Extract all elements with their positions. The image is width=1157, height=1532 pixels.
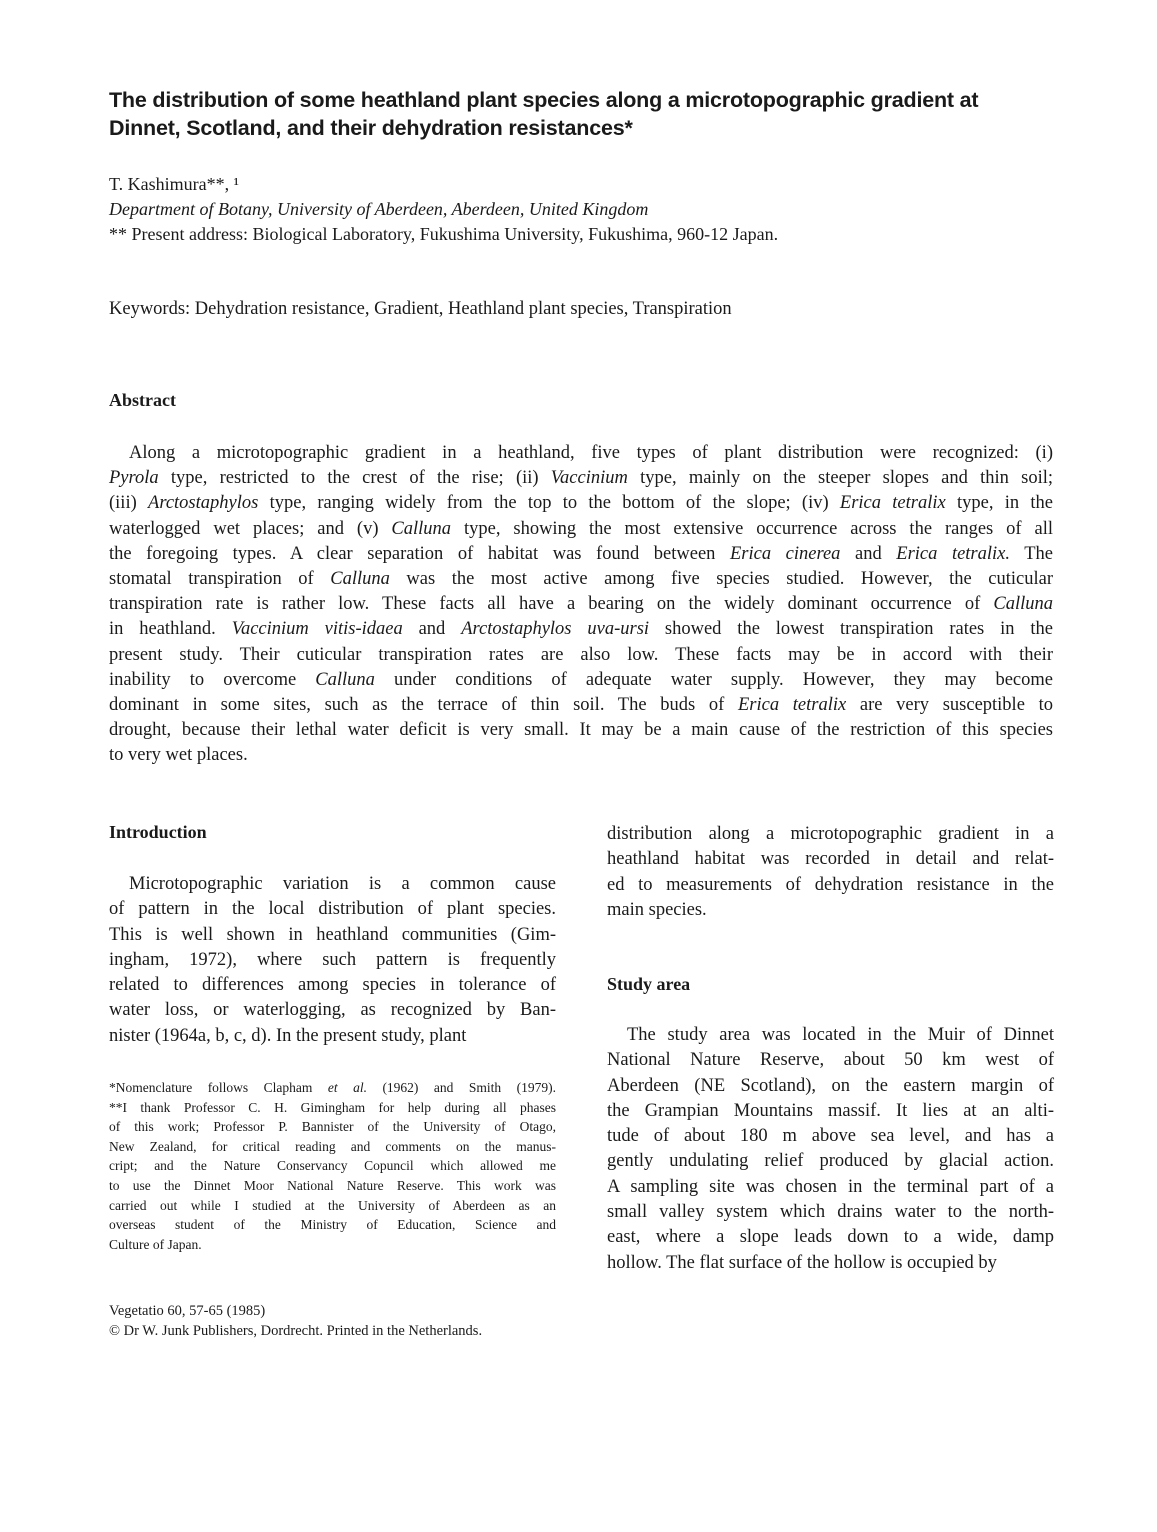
citation — [109, 1302, 482, 1341]
text-line — [109, 693, 1053, 718]
text-line: Microtopographic variation is a common cause — [129, 874, 556, 894]
text-run: and — [840, 543, 897, 564]
introduction-continuation — [607, 822, 1054, 923]
text-run: dominant in some sites, such as the terrace of thin soil. The buds of — [109, 695, 738, 716]
text-line — [109, 1215, 556, 1235]
italic-term: Calluna — [993, 594, 1053, 615]
text-line — [109, 441, 1053, 466]
text-run: type, ranging widely from the top to the bottom of the slope; (iv) — [258, 493, 840, 514]
text-run: of this work; Professor P. Bannister of the University of Otago, — [109, 1119, 556, 1135]
text-line — [109, 1196, 556, 1216]
italic-term: et al. — [327, 1080, 367, 1095]
text-run: are very susceptible to — [846, 695, 1053, 716]
text-run: was the most active among five species studied. However, the cuticular — [389, 569, 1053, 590]
author-block — [109, 172, 778, 247]
paper-title — [109, 86, 1059, 142]
italic-term: Erica tetralix — [839, 493, 946, 514]
text-line — [109, 592, 1053, 617]
text-run: and — [402, 619, 462, 640]
text-line — [109, 1117, 556, 1137]
text-run: Culture of Japan. — [109, 1236, 202, 1252]
text-line: heathland habitat was recorded in detail and relat- — [607, 849, 1054, 870]
italic-term: Erica tetralix. — [896, 543, 1011, 564]
text-run: The — [1010, 543, 1054, 564]
text-line: water loss, or waterlogging, as recognized by Ban- — [109, 1000, 556, 1021]
text-run: cript; and the Nature Conservancy Copuncil which allowed me — [109, 1158, 556, 1174]
italic-term: Calluna — [330, 569, 390, 590]
text-line: hollow. The flat surface of the hollow is occupied by — [607, 1252, 997, 1273]
italic-term: Arctostaphylos uva-ursi — [461, 619, 650, 640]
text-line — [109, 743, 1053, 768]
text-line: gently undulating relief produced by glacial action. — [607, 1151, 1054, 1172]
text-line: east, where a slope leads down to a wide, damp — [607, 1227, 1054, 1248]
text-line: small valley system which drains water to the north- — [607, 1202, 1054, 1223]
text-run: type, in the — [945, 493, 1053, 514]
italic-term: Vaccinium vitis-idaea — [231, 619, 403, 640]
text-line — [109, 1235, 556, 1255]
text-line — [109, 617, 1053, 642]
text-run: (iii) — [109, 493, 149, 514]
study-area-heading: Study area — [607, 974, 691, 994]
text-line — [109, 1137, 556, 1157]
text-line — [109, 466, 1053, 491]
author-affiliation: Department of Botany, University of Aberdeen, Aberdeen, United Kingdom — [109, 199, 649, 219]
italic-term: Erica cinerea — [729, 543, 841, 564]
text-run: in heathland. — [109, 619, 232, 640]
text-line: of pattern in the local distribution of plant species. — [109, 899, 556, 920]
text-run: under conditions of adequate water supply. However, they may become — [374, 669, 1053, 690]
author-name: T. Kashimura**, ¹ — [109, 174, 240, 194]
text-line — [109, 718, 1053, 743]
text-line: ed to measurements of dehydration resistance in the — [607, 874, 1054, 895]
text-run: type, mainly on the steeper slopes and thin soil; — [627, 468, 1054, 489]
introduction-paragraph — [109, 872, 556, 1049]
text-line — [109, 1156, 556, 1176]
text-line: ingham, 1972), where such pattern is frequently — [109, 949, 556, 970]
text-run: New Zealand, for critical reading and comments on the manus- — [109, 1138, 556, 1154]
text-line — [109, 668, 1053, 693]
text-line — [109, 1176, 556, 1196]
text-line — [109, 567, 1053, 592]
text-line: Aberdeen (NE Scotland), on the eastern margin of — [607, 1075, 1054, 1096]
title-line-2: Dinnet, Scotland, and their dehydration resistances* — [109, 116, 633, 140]
text-line — [109, 542, 1053, 567]
text-run: *Nomenclature follows Clapham — [109, 1080, 328, 1095]
italic-term: Arctostaphylos — [148, 493, 259, 514]
present-address: ** Present address: Biological Laboratory, Fukushima University, Fukushima, 960-12 Japan. — [109, 224, 779, 244]
text-line: This is well shown in heathland communities (Gim- — [109, 924, 556, 945]
text-line: National Nature Reserve, about 50 km west of — [607, 1050, 1054, 1071]
text-run: showed the lowest transpiration rates in the — [649, 619, 1053, 640]
title-line-1: The distribution of some heathland plant species along a microtopographic gradient at — [109, 88, 979, 112]
text-run: type, restricted to the crest of the rise; (ii) — [158, 468, 551, 489]
italic-term: Pyrola — [109, 468, 159, 489]
text-line: main species. — [607, 899, 707, 920]
text-line: tude of about 180 m above sea level, and has a — [607, 1126, 1054, 1147]
text-run: the foregoing types. A clear separation of habitat was found between — [109, 543, 730, 564]
text-line: related to differences among species in tolerance of — [109, 975, 556, 996]
text-line — [109, 1078, 556, 1098]
text-run: inability to overcome — [109, 669, 316, 690]
text-run: waterlogged wet places; and (v) — [109, 518, 392, 539]
text-run: to use the Dinnet Moor National Nature Reserve. This work was — [109, 1177, 556, 1193]
italic-term: Calluna — [391, 518, 452, 539]
text-line: A sampling site was chosen in the terminal part of a — [607, 1176, 1054, 1197]
text-run: to very wet places. — [109, 745, 248, 766]
footnotes — [109, 1078, 556, 1254]
text-line: The study area was located in the Muir of Dinnet — [627, 1025, 1054, 1045]
text-line — [109, 491, 1053, 516]
text-run: overseas student of the Ministry of Education, Science and — [109, 1217, 556, 1233]
copyright-notice: © Dr W. Junk Publishers, Dordrecht. Printed in the Netherlands. — [109, 1322, 483, 1339]
text-line: distribution along a microtopographic gradient in a — [607, 824, 1054, 844]
text-run: transpiration rate is rather low. These facts all have a bearing on the widely dominant occurrence of — [109, 594, 994, 615]
text-run: **I thank Professor C. H. Gimingham for help during all phases — [109, 1099, 556, 1115]
abstract-heading: Abstract — [109, 390, 176, 410]
italic-term: Vaccinium — [550, 468, 628, 489]
text-line: nister (1964a, b, c, d). In the present study, plant — [109, 1025, 467, 1046]
study-area-paragraph — [607, 1023, 1054, 1276]
text-run: stomatal transpiration of — [109, 569, 331, 590]
text-run: (1962) and Smith (1979). — [366, 1080, 556, 1095]
text-line — [109, 643, 1053, 668]
introduction-heading: Introduction — [109, 822, 207, 842]
abstract-body — [109, 441, 1053, 769]
text-line — [109, 1098, 556, 1118]
text-run: Along a microtopographic gradient in a heathland, five types of plant distribution were recognized: (i) — [129, 443, 1053, 463]
text-line — [109, 517, 1053, 542]
text-run: type, showing the most extensive occurrence across the ranges of all — [451, 518, 1053, 539]
text-run: carried out while I studied at the University of Aberdeen as an — [109, 1197, 556, 1213]
journal-citation: Vegetatio 60, 57-65 (1985) — [109, 1303, 266, 1319]
italic-term: Calluna — [315, 669, 375, 690]
keywords: Keywords: Dehydration resistance, Gradient, Heathland plant species, Transpiration — [109, 299, 732, 319]
text-run: drought, because their lethal water deficit is very small. It may be a main cause of the restriction of this species — [109, 720, 1053, 741]
text-line: the Grampian Mountains massif. It lies at an alti- — [607, 1100, 1054, 1121]
text-run: present study. Their cuticular transpiration rates are also low. These facts may be in accord with their — [109, 644, 1053, 665]
italic-term: Erica tetralix — [737, 695, 847, 716]
